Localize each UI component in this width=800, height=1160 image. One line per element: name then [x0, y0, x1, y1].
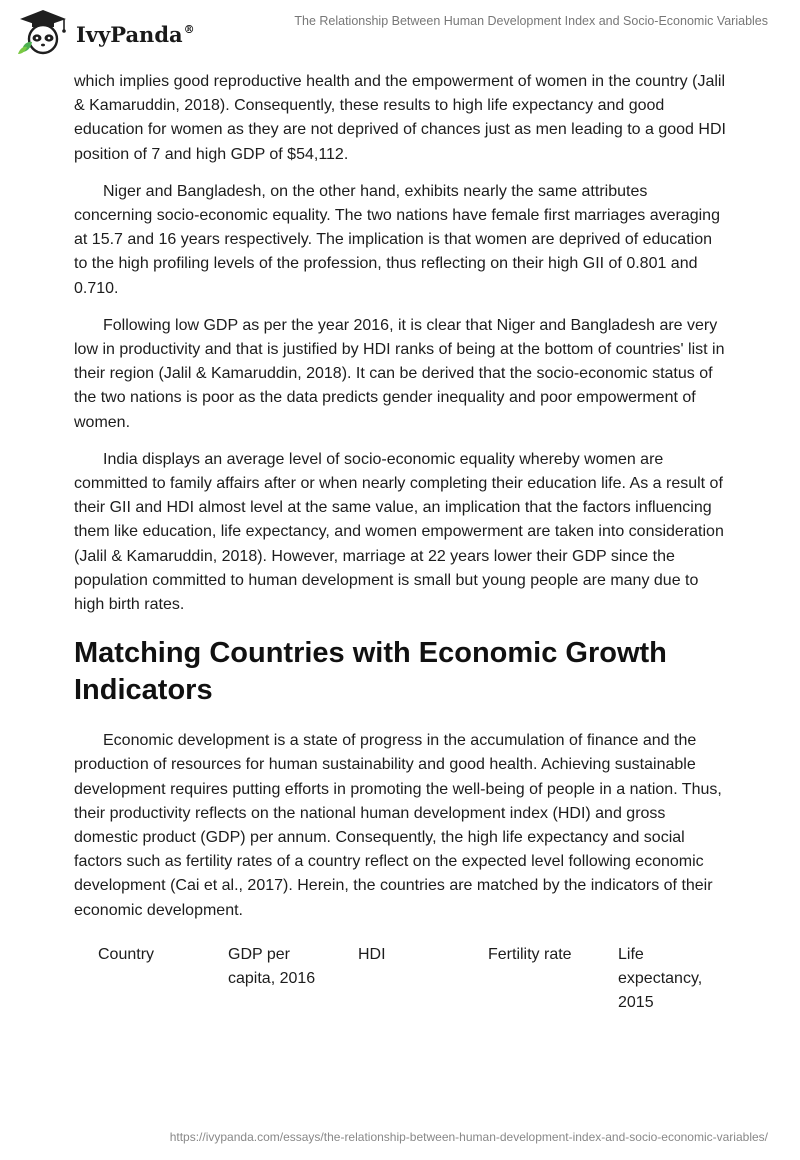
panda-graduate-icon: [14, 8, 72, 56]
paragraph: Following low GDP as per the year 2016, it is clear that Niger and Bangladesh are very low in productivity and that is justified by HDI ranks of being at the bottom of countries' list in their region (Jalil & Kamaruddin, 2018). It can be derived that the socio-economic status of the two nations is poor as the data predicts gender inequality and poor empowerment of women.: [74, 316, 725, 431]
document-title: The Relationship Between Human Development Index and Socio-Economic Variables: [294, 14, 768, 28]
ivypanda-logo[interactable]: [14, 8, 195, 56]
table-header-cell: Country: [98, 945, 155, 963]
table-header-cell: HDI: [358, 945, 386, 963]
paragraph: India displays an average level of socio-economic equality whereby women are committed to family affairs after or when nearly completing their education life. As a result of their GII and HDI almost level at the same value, an implication that the factors influencing them like education, life expectancy, and women empowerment are taken into consideration (Jalil & Kamaruddin, 2018). However, marriage at 22 years lower their GDP since the population committed to human development is small but young people are many due to high birth rates.: [74, 450, 724, 614]
table-header-cell: Life expectancy, 2015: [618, 945, 703, 1012]
indicators-table-header: [12, 936, 726, 1016]
source-url[interactable]: https://ivypanda.com/essays/the-relationship-between-human-development-index-and-socio-economic-variables/: [169, 1130, 768, 1144]
table-header-cell: GDP per capita, 2016: [228, 945, 316, 988]
section-heading: Matching Countries with Economic Growth Indicators: [74, 637, 667, 707]
paragraph: which implies good reproductive health and the empowerment of women in the country (Jalil & Kamaruddin, 2018). Consequently, these results to high life expectancy and good education for women as they are not deprived of chances just as men leading to a good HDI position of 7 and high GDP of $54,112.: [74, 73, 726, 163]
essay-content: [74, 70, 726, 1016]
paragraph: Economic development is a state of progress in the accumulation of finance and the production of resources for human sustainability and good health. Achieving sustainable development requires putting efforts in promoting the well-being of people in a nation. Thus, their productivity reflects on the national human development index (HDI) and gross domestic product (GDP) per annum. Consequently, the high life expectancy and social factors such as fertility rates of a country reflect on the expected level following economic development (Cai et al., 2017). Herein, the countries are matched by the indicators of their economic development.: [74, 732, 722, 919]
brand-name: IvyPanda®: [76, 21, 195, 47]
paragraph: Niger and Bangladesh, on the other hand, exhibits nearly the same attributes concerning socio-economic equality. The two nations have female first marriages averaging at 15.7 and 16 years respectively. The implication is that women are deprived of education to the high profiling levels of the profession, thus reflecting on their high GII of 0.801 and 0.710.: [74, 182, 720, 297]
page-header: [0, 0, 800, 60]
table-header-cell: Fertility rate: [488, 945, 572, 963]
